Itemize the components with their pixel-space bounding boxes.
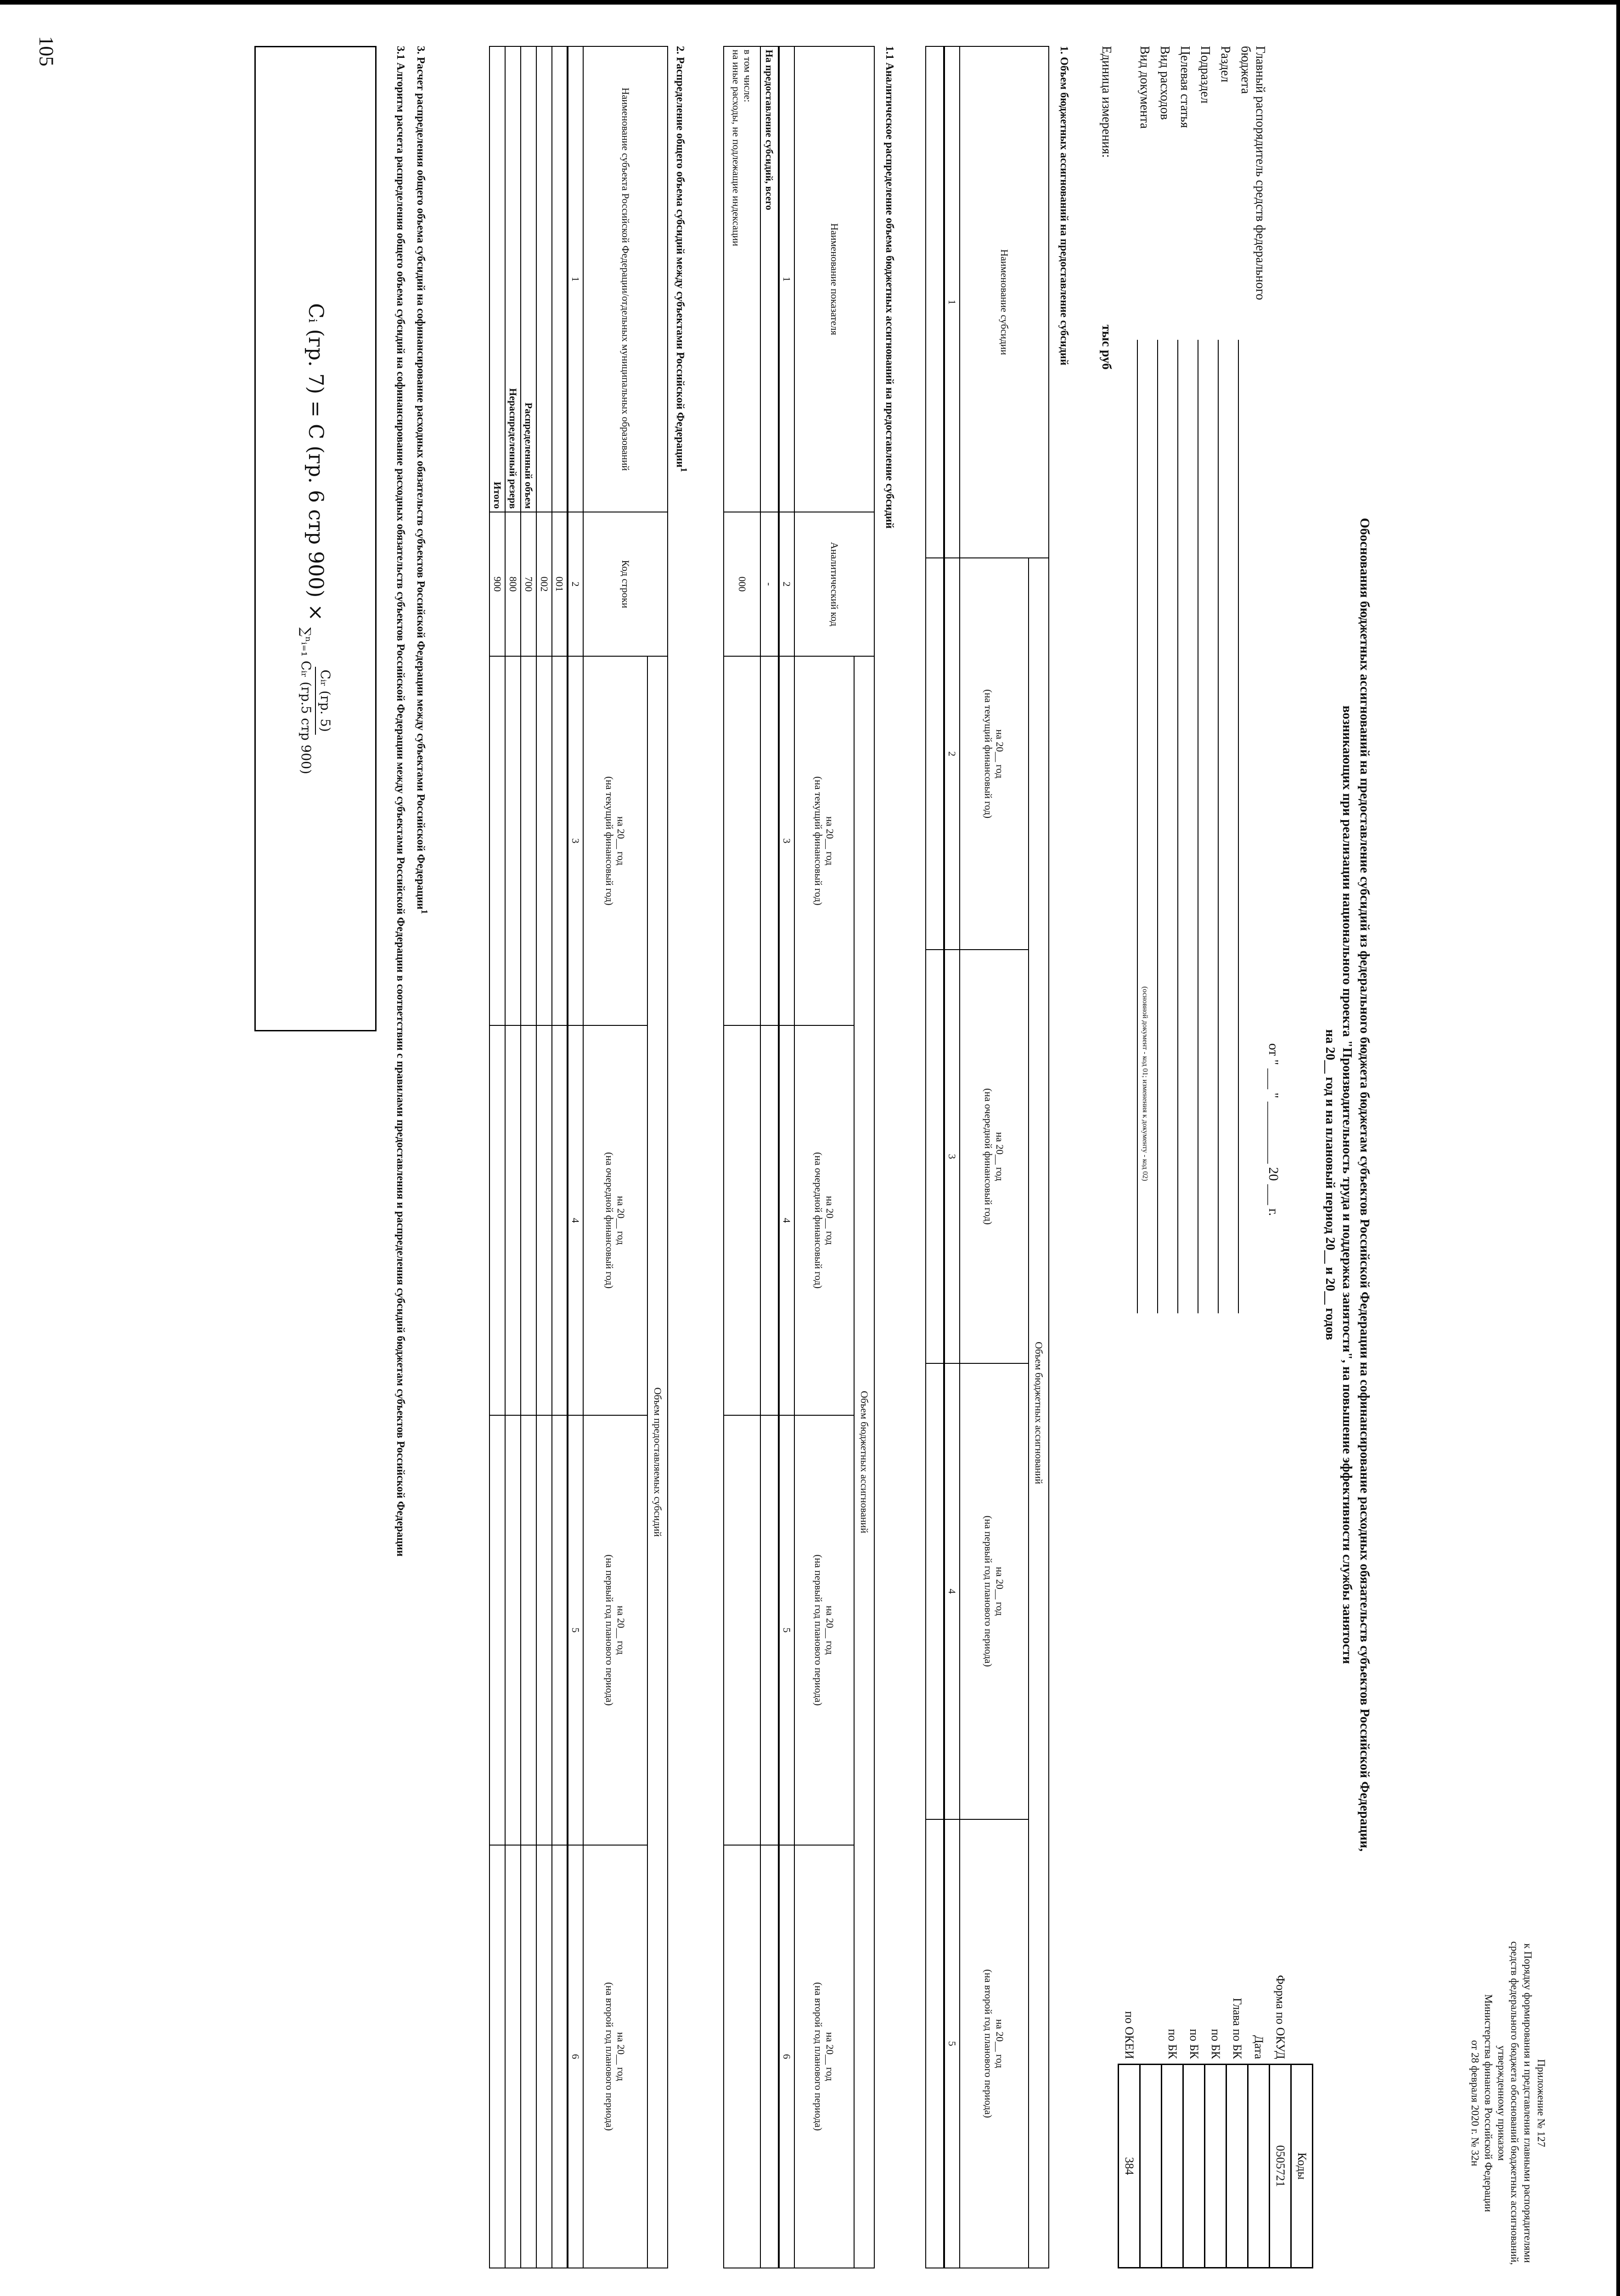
row-label-incl: в том числе: [742,50,754,102]
col-number: 3 [568,656,583,1025]
table-cell [536,46,552,512]
field-line [1198,340,1213,1313]
table-cell [505,656,521,1025]
col-row-code: Код строки [583,512,668,656]
table-cell [724,1415,760,1845]
table-cell [724,1025,760,1415]
col-number: 3 [779,656,794,1025]
col-number: 2 [944,558,960,950]
col-indicator-name: Наименование показателя [794,46,874,512]
appendix-line: утвержденному приказом [1496,2045,1508,2161]
section-1-title: 1. Объем бюджетных ассигнований на предоставление субсидий [1058,46,1070,366]
table-cell [536,656,552,1025]
summary-label: Нераспределенный резерв [505,46,521,512]
table-cell [724,656,760,1025]
footnote-mark: 1 [419,909,429,914]
field-label: Главный распорядитель средств федерального бюджета [1238,46,1268,300]
col-number: 4 [568,1025,583,1415]
section-3-title-text: 3. Расчет распределения общего объема субсидий на софинансирование расходных обязательств субъектов Российской Федерации между субъектами Российской Федерации [415,46,427,910]
row-code: 001 [552,512,568,656]
table-cell [552,1415,568,1845]
table-cell [552,656,568,1025]
table-cell [521,1845,536,2268]
code-value [1183,2065,1205,2268]
table-cell [536,1845,552,2268]
table-cell [724,1845,760,2268]
unit-of-measure [1099,46,1114,370]
col-number: 1 [944,46,960,558]
summary-code: 900 [489,512,505,656]
appendix-line: к Порядку формирования и представления главными распорядителями [1522,1943,1534,2263]
table-cell [926,950,944,1363]
section-3-1-title: 3.1 Алгоритм расчета распределения общего объема субсидий на софинансирование расходных обязательств субъектов Российской Федерации между субъектами Российской Федерации в соответствии с правилами предоставления и распределения субсидий бюджетам субъектов Российской Федерации [394,46,406,1557]
col-header: на 20__ год (на текущий финансовый год) [794,656,854,1025]
section-1-table [925,46,1049,2268]
col-header: на 20__ год (на первый год планового периода) [794,1415,854,1845]
code-value [1248,2065,1270,2268]
col-subsidy-name: Наименование субсидии [960,46,1049,558]
row-code: 002 [536,512,552,656]
summary-label: Распределенный объем [521,46,536,512]
col-number: 3 [944,950,960,1363]
col-group-subsidies: Объем предоставляемых субсидий [647,656,668,2268]
col-number: 2 [568,512,583,656]
title-line: на 20__ год и на плановый период 20__ и 20__ годов [1322,1029,1338,1340]
table-cell [505,1415,521,1845]
col-header: на 20__ год (на очередной финансовый год) [794,1025,854,1415]
code-value: 384 [1119,2065,1140,2268]
formula-denominator: ∑ⁿᵢ₌₁ Cᵢᵣ (гр.5 стр 900) [298,627,314,774]
row-label-total: На предоставление субсидий, всего [760,46,779,512]
col-number: 6 [779,1845,794,2268]
col-header: на 20__ год (на первый год планового периода) [960,1363,1029,1819]
table-cell [521,1415,536,1845]
col-header: на 20__ год (на второй год планового периода) [960,1819,1029,2268]
appendix-line: Министерства финансов Российской Федерации [1483,1994,1494,2212]
table-cell [536,1025,552,1415]
section-3-title [414,46,429,914]
codes-header: Коды [1291,2065,1313,2268]
col-header: на 20__ год (на очередной финансовый год) [960,950,1029,1363]
col-number: 5 [944,1819,960,2268]
field-label: Вид документа [1137,46,1152,129]
table-cell [489,1845,505,2268]
table-cell [489,656,505,1025]
code-label [1140,1898,1162,2065]
formula-lhs: Cᵢ (гр. 7) = C (гр. 6 стр 900) × [304,303,328,621]
appendix-line: Приложение № 127 [1536,2059,1547,2147]
code-value [1162,2065,1183,2268]
field-label: Раздел [1218,46,1233,83]
title-line: Обоснования бюджетных ассигнований на предоставление субсидий из федерального бюджета бюджетам субъектов Российской Федерации на софинансирование расходных обязательств субъектов Российской Федерации, [1357,518,1372,1852]
table-cell [552,1025,568,1415]
section-1-1-title: 1.1 Аналитическое распределение объема бюджетных ассигнований на предоставление субсидий [883,46,895,529]
codes-table [1118,1898,1313,2268]
table-cell [760,1845,779,2268]
table-cell [552,1845,568,2268]
table-cell [521,1025,536,1415]
summary-code: 700 [521,512,536,656]
field-label: Вид расходов [1158,46,1172,120]
field-line [1177,340,1193,1313]
col-header: на 20__ год (на очередной финансовый год) [583,1025,647,1415]
col-number: 6 [568,1845,583,2268]
summary-code: 800 [505,512,521,656]
allocation-formula [254,46,377,1031]
unit-label: Единица измерения: [1099,46,1114,158]
section-2-title-text: 2. Распределение общего объема субсидий между субъектами Российской Федерации [674,46,686,468]
table-cell [489,1415,505,1845]
code-label: по БК [1187,2029,1201,2059]
appendix-line: средств федерального бюджета обоснований бюджетных ассигнований, [1509,1941,1521,2265]
table-cell [505,1845,521,2268]
formula-numerator: Cᵢᵣ (гр. 5) [315,667,332,735]
table-cell [760,656,779,1025]
document-title [1321,220,1373,2149]
header-fields [1137,46,1268,1313]
code-value [1205,2065,1226,2268]
table-cell [489,1025,505,1415]
row-label-other [724,46,760,512]
col-number: 5 [568,1415,583,1845]
code-label: Форма по ОКУД [1273,1975,1287,2059]
col-header: на 20__ год (на второй год планового периода) [583,1845,647,2268]
table-cell [521,656,536,1025]
col-region-name: Наименование субъекта Российской Федерации/отдельных муниципальных образований [583,46,668,512]
unit-value: тыс руб [1099,325,1114,370]
col-number: 2 [779,512,794,656]
col-header: на 20__ год (на второй год планового периода) [794,1845,854,2268]
code-value [1140,2065,1162,2268]
col-number: 4 [779,1025,794,1415]
col-group-allocations: Объем бюджетных ассигнований [854,656,874,2268]
table-cell [760,1025,779,1415]
field-label: Целевая статья [1178,46,1192,128]
table-cell [926,1819,944,2268]
field-line [1218,340,1233,1313]
code-label: по БК [1165,2029,1179,2059]
col-header: на 20__ год (на текущий финансовый год) [960,558,1029,950]
table-cell [505,1025,521,1415]
col-group-allocations: Объем бюджетных ассигнований [1029,558,1049,2268]
formula-fraction [298,627,332,774]
field-line [1238,340,1254,1313]
row-label-other-text: на иные расходы, не подлежащие индексации [731,50,742,247]
section-2-table [489,46,668,2268]
appendix-line: от 28 февраля 2020 г. № 32н [1469,2040,1481,2167]
code-label: по ОКЕИ [1122,2011,1136,2059]
col-analytic-code: Аналитический код [794,512,874,656]
table-cell [536,1415,552,1845]
analytic-code-other: 000 [724,512,760,656]
col-header: на 20__ год (на первый год планового периода) [583,1415,647,1845]
footnote-mark: 1 [679,467,689,473]
code-value: 0505721 [1270,2065,1291,2268]
field-line [1157,340,1173,1313]
table-cell [760,1415,779,1845]
title-line: возникающих при реализации национального проекта "Производительность труда и поддержка занятости", на повышение эффективности службы занятости [1340,705,1355,1664]
col-header: на 20__ год (на текущий финансовый год) [583,656,647,1025]
document-date: от " ___ " _________ 20 ___ г. [1266,1043,1281,1216]
table-cell [552,46,568,512]
code-value [1226,2065,1248,2268]
col-number: 1 [568,46,583,512]
section-2-title [673,46,689,472]
table-cell [926,1363,944,1819]
section-1-1-table [723,46,875,2268]
code-label: Дата [1252,2035,1266,2059]
table-cell [926,558,944,950]
appendix-note [1468,1938,1548,2268]
document-type-note: (основной документ - код 01; изменения к документу - код 02) [1141,986,1149,1181]
col-number: 5 [779,1415,794,1845]
form-sheet [225,28,1612,2287]
field-label: Подраздел [1198,46,1213,104]
col-number: 4 [944,1363,960,1819]
page-number: 105 [35,36,58,67]
code-label: Глава по БК [1230,1998,1244,2059]
analytic-code-total: - [760,512,779,656]
code-label: по БК [1209,2029,1222,2059]
summary-label: Итого [489,46,505,512]
col-number: 1 [779,46,794,512]
table-cell [926,46,944,558]
